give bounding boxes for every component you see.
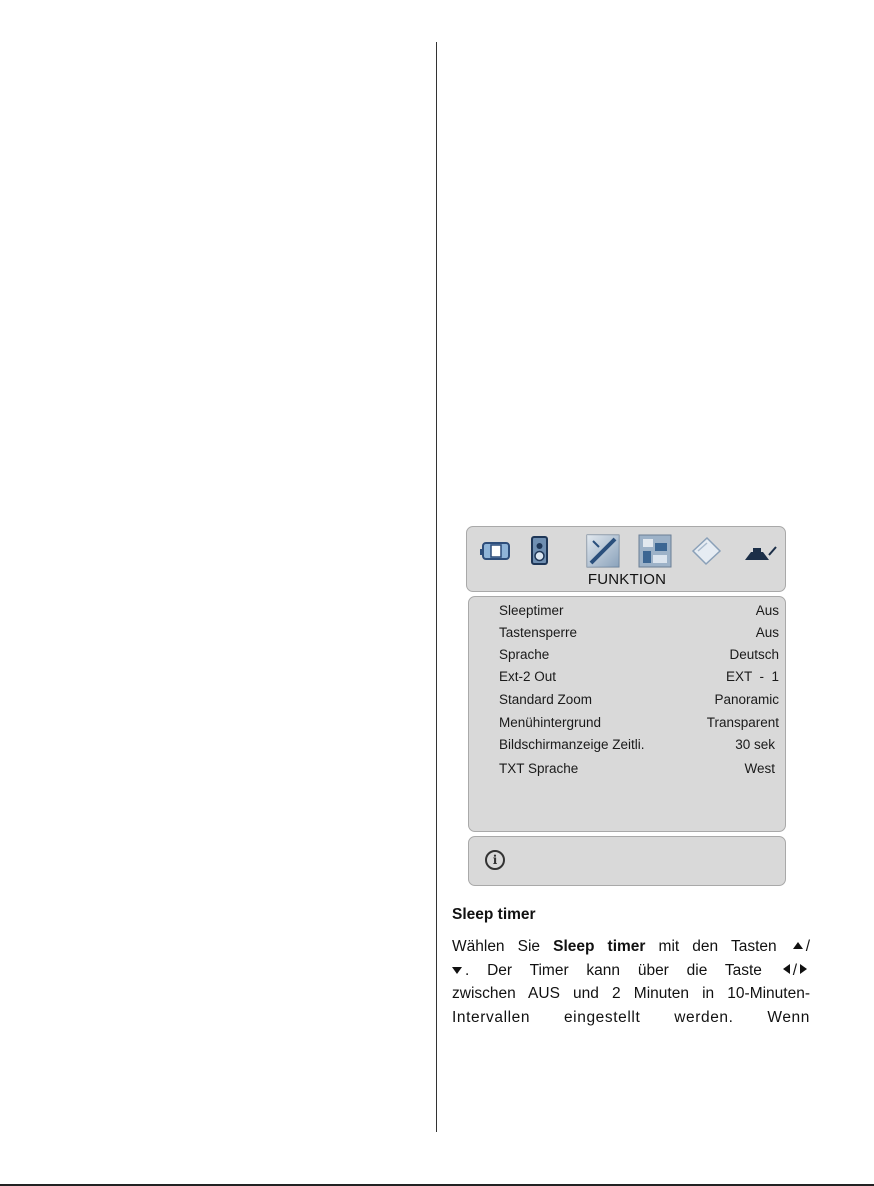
menu-item-sleeptimer[interactable] (499, 603, 779, 623)
menu-item-value: Aus (755, 625, 779, 640)
menu-items-panel (468, 596, 786, 832)
menu-item-label: Ext-2 Out (499, 669, 557, 684)
menu-title: FUNKTION (587, 571, 667, 588)
menu-item-label: Menühintergrund (499, 715, 602, 730)
feature-icon[interactable] (585, 533, 621, 569)
menu-item-value: Deutsch (729, 647, 779, 662)
menu-item-standard-zoom[interactable] (499, 692, 779, 712)
menu-item-tastensperre[interactable] (499, 625, 779, 645)
install-icon[interactable] (637, 533, 673, 569)
column-divider (436, 42, 437, 1132)
menu-item-menuehintergrund[interactable] (499, 715, 779, 735)
body-line-4: Intervallen eingestellt werden. Wenn (452, 1008, 810, 1026)
menu-item-label: Standard Zoom (499, 692, 593, 707)
info-icon: i (485, 850, 505, 870)
menu-item-label: Bildschirmanzeige Zeitli. (499, 737, 645, 752)
menu-item-value: Transparent (706, 715, 779, 730)
menu-item-label: Sleeptimer (499, 603, 564, 618)
menu-item-label: Tastensperre (499, 625, 578, 640)
section-body (452, 935, 810, 1029)
menu-item-value: 30 sek (735, 737, 775, 752)
menu-item-value: Aus (755, 603, 779, 618)
menu-item-label: Sprache (499, 647, 550, 662)
menu-tab-icons (467, 533, 787, 571)
bold-term: Sleep timer (553, 938, 646, 955)
body-line-2: . Der Timer kann über die Taste / (452, 959, 810, 983)
section-heading: Sleep timer (452, 906, 536, 923)
source-icon[interactable] (689, 535, 723, 567)
picture-icon[interactable] (479, 537, 513, 563)
menu-item-value: EXT - 1 (725, 669, 779, 684)
menu-info-panel (468, 836, 786, 886)
menu-item-txt-sprache[interactable] (499, 761, 779, 781)
arrow-left-icon (783, 964, 790, 974)
menu-item-value: West (744, 761, 775, 776)
menu-item-value: Panoramic (714, 692, 779, 707)
menu-item-label: TXT Sprache (499, 761, 579, 776)
menu-item-ext2-out[interactable] (499, 669, 779, 689)
body-line-3: zwischen AUS und 2 Minuten in 10-Minuten- (452, 985, 810, 1002)
arrow-down-icon (452, 967, 462, 974)
arrow-right-icon (800, 964, 807, 974)
menu-item-osd-timeout[interactable] (499, 737, 779, 757)
arrow-up-icon (793, 942, 803, 949)
menu-item-sprache[interactable] (499, 647, 779, 667)
body-line-1: Wählen Sie Sleep timer mit den Tasten / (452, 938, 811, 955)
teletext-icon[interactable] (743, 543, 779, 563)
sound-icon[interactable] (529, 535, 551, 567)
menu-header-panel (466, 526, 786, 592)
funktion-menu (466, 526, 788, 886)
